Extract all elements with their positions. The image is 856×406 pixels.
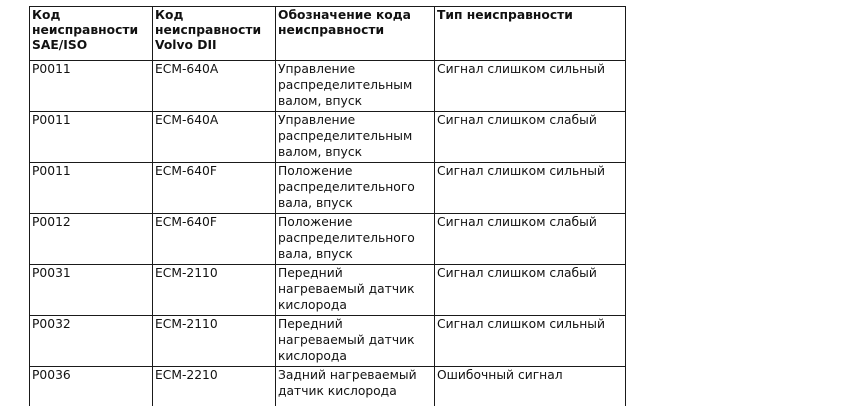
volvo-dii-code-cell: ECM-2110: [153, 316, 276, 367]
code-description-cell: Управление распределительным валом, впуск: [276, 112, 435, 163]
table-row: [30, 367, 626, 406]
header-volvo-dii-code: Код неисправности Volvo DII: [153, 7, 276, 61]
code-description-cell: Управление распределительным валом, впуск: [276, 61, 435, 112]
sae-iso-code-cell: P0032: [30, 316, 153, 367]
table-row: [30, 61, 626, 112]
code-description-cell: Задний нагреваемый датчик кислорода: [276, 367, 435, 406]
volvo-dii-code-cell: ECM-640A: [153, 112, 276, 163]
volvo-dii-code-cell: ECM-640A: [153, 61, 276, 112]
volvo-dii-code-cell: ECM-2110: [153, 265, 276, 316]
volvo-dii-code-cell: ECM-2210: [153, 367, 276, 406]
sae-iso-code-cell: P0011: [30, 163, 153, 214]
table-row: [30, 316, 626, 367]
sae-iso-code-cell: P0011: [30, 61, 153, 112]
code-description-cell: Положение распределительного вала, впуск: [276, 214, 435, 265]
sae-iso-code-cell: P0012: [30, 214, 153, 265]
fault-type-cell: Сигнал слишком сильный: [435, 316, 626, 367]
sae-iso-code-cell: P0036: [30, 367, 153, 406]
code-description-cell: Передний нагреваемый датчик кислорода: [276, 265, 435, 316]
volvo-dii-code-cell: ECM-640F: [153, 214, 276, 265]
sae-iso-code-cell: P0011: [30, 112, 153, 163]
table-row: [30, 265, 626, 316]
fault-type-cell: Сигнал слишком слабый: [435, 214, 626, 265]
fault-type-cell: Сигнал слишком сильный: [435, 163, 626, 214]
code-description-cell: Положение распределительного вала, впуск: [276, 163, 435, 214]
header-code-description: Обозначение кода неисправности: [276, 7, 435, 61]
table-row: [30, 214, 626, 265]
fault-type-cell: Сигнал слишком слабый: [435, 265, 626, 316]
header-fault-type: Тип неисправности: [435, 7, 626, 61]
table-row: [30, 112, 626, 163]
fault-type-cell: Ошибочный сигнал: [435, 367, 626, 406]
header-sae-iso-code: Код неисправности SAE/ISO: [30, 7, 153, 61]
volvo-dii-code-cell: ECM-640F: [153, 163, 276, 214]
fault-type-cell: Сигнал слишком слабый: [435, 112, 626, 163]
fault-type-cell: Сигнал слишком сильный: [435, 61, 626, 112]
fault-code-table: [29, 6, 626, 406]
table-header-row: [30, 7, 626, 61]
code-description-cell: Передний нагреваемый датчик кислорода: [276, 316, 435, 367]
sae-iso-code-cell: P0031: [30, 265, 153, 316]
table-row: [30, 163, 626, 214]
